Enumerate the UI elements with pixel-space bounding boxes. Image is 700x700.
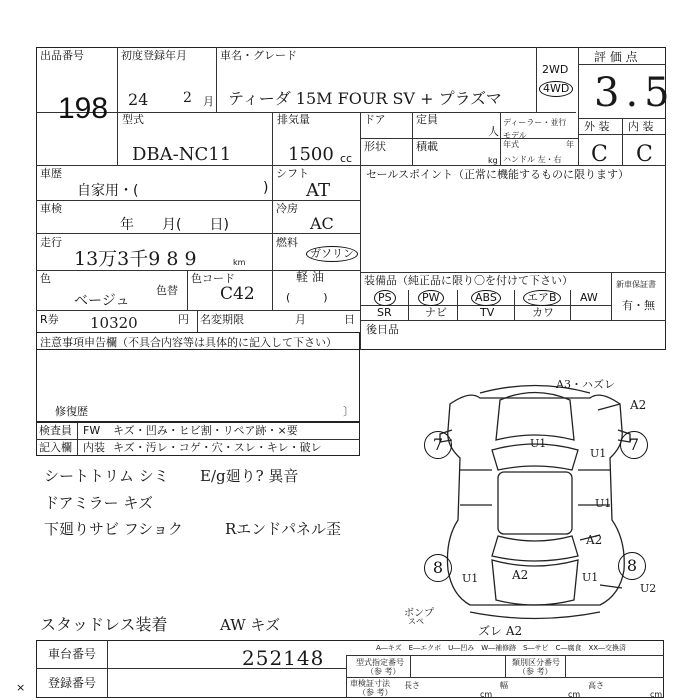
registration-number-label: 登録番号: [48, 676, 97, 690]
warranty-label: 新車保証書: [616, 280, 656, 289]
first-registration-month: 2: [183, 90, 192, 106]
model-value: DBA-NC11: [132, 144, 232, 165]
sales-point-label: セールスポイント（正常に機能するものに限ります）: [366, 168, 630, 181]
recycle-label: R券: [40, 313, 59, 326]
fuel-light-oil: 軽 油: [296, 270, 324, 284]
interior-grade: C: [636, 142, 653, 167]
designation-sub: （参 考）: [366, 667, 401, 676]
mark-u1-left: U1: [530, 437, 547, 450]
note-door-mirror: ドアミラー キズ: [44, 494, 154, 512]
inspection-label: 車検: [40, 202, 62, 215]
color-value: ベージュ: [74, 293, 130, 309]
mileage-label: 走行: [40, 236, 62, 249]
drive-4wd-circled: 4WD: [539, 81, 573, 97]
load-label: 積載: [416, 140, 438, 153]
note-engine-noise: E/g廻り? 異音: [200, 467, 299, 485]
mark-bumper: ボンプ: [404, 608, 434, 619]
shift-label: シフト: [276, 167, 309, 180]
height-label: 高さ: [588, 681, 604, 690]
equipment-label: 装備品（純正品に限り〇を付けて下さい）: [364, 274, 573, 287]
length-label: 長さ: [404, 681, 420, 690]
model-year-unit: 年: [566, 140, 574, 149]
capacity-label: 定員: [416, 113, 438, 126]
drive-2wd: 2WD: [542, 63, 569, 76]
note-rear-end-panel: Rエンドパネル歪: [225, 520, 341, 538]
fw-label: FW: [83, 424, 101, 437]
history-label: 車歴: [40, 167, 62, 180]
cert-dimensions-sub: （参 考）: [358, 688, 393, 697]
doors-label: ドア: [364, 113, 386, 126]
equipment-abs: ABS: [471, 290, 501, 306]
shape-label: 形状: [364, 140, 386, 153]
month-unit: 月: [203, 95, 214, 108]
warranty-value: 有・無: [622, 299, 655, 312]
equipment-tv: TV: [480, 306, 495, 319]
interior-label: 内 装: [628, 120, 654, 133]
category-number-label: 類別区分番号: [512, 658, 560, 667]
note-seat-trim: シートトリム シミ: [44, 467, 169, 485]
mark-u1-right: U1: [590, 447, 607, 460]
dealer-label: ディーラー・並行: [503, 118, 567, 127]
mark-u1-a: U1: [595, 497, 612, 510]
title-day: 日: [344, 313, 355, 326]
notes-label: 注意事項申告欄（不具合内容等は具体的に記入して下さい）: [40, 336, 337, 349]
fuel-gasoline-circled: ガソリン: [306, 246, 358, 262]
mark-a3: A3・ハズレ: [556, 378, 615, 391]
length-unit: cm: [480, 690, 493, 699]
mileage-value: 13万3千9 8 9: [74, 248, 197, 270]
recycle-value: 10320: [90, 314, 138, 332]
yen-unit: 円: [178, 313, 189, 326]
rear-seat-label: 後日品: [366, 323, 399, 336]
note-studless: スタッドレス装着: [40, 615, 168, 634]
capacity-unit: 人: [488, 125, 499, 138]
designation-number-label: 型式指定番号: [356, 658, 404, 667]
car-name-label: 車名・グレード: [220, 49, 297, 62]
equipment-leather: カワ: [532, 306, 554, 319]
ac-label: 冷房: [276, 202, 298, 215]
car-name-value: ティーダ 15M FOUR SV + プラズマ: [228, 89, 502, 108]
first-registration-year: 24: [128, 90, 149, 109]
corner-mark: ×: [16, 681, 26, 694]
ac-value: AC: [310, 214, 334, 233]
category-sub: （参 考）: [518, 667, 553, 676]
inspection-value: 年 月( 日): [120, 217, 229, 233]
rating-label: 評 価 点: [594, 50, 638, 64]
fw-items: キズ・凹み・ヒビ割・リペア跡・×要: [113, 424, 298, 437]
mileage-unit: km: [233, 258, 246, 267]
height-unit: cm: [650, 690, 663, 699]
load-unit: kg: [488, 156, 498, 165]
mark-zure: ズレ A2: [478, 624, 523, 638]
equipment-airbag: エアB: [523, 290, 561, 306]
inspector-label: 検査員: [39, 424, 72, 437]
mark-u2: U2: [640, 582, 657, 595]
equipment-sr: SR: [377, 306, 392, 319]
first-registration-label: 初度登録年月: [121, 49, 187, 62]
lot-number: 198: [58, 92, 109, 125]
damage-legend: A―キズ E―エクボ U―凹み W―補修跡 S―サビ C―腐食 XX―交換済: [376, 644, 627, 652]
model-year-label: モデル年式: [503, 131, 527, 149]
interior-check-items: キズ・汚レ・コゲ・穴・スレ・キレ・破レ: [113, 441, 322, 454]
title-deadline-label: 名変期限: [200, 313, 244, 326]
note-underbody-rust: 下廻りサビ フショク: [44, 520, 183, 538]
title-month: 月: [295, 313, 306, 326]
color-label: 色: [40, 272, 51, 285]
color-change-label: 色替: [156, 284, 178, 297]
exterior-grade: C: [591, 142, 608, 167]
repair-close: 〕: [343, 405, 354, 418]
mark-u1-lower: U1: [582, 571, 599, 584]
interior-check-label: 内装: [83, 441, 105, 454]
exterior-label: 外 装: [584, 120, 610, 133]
displacement-label: 排気量: [277, 113, 310, 126]
equipment-aw: AW: [580, 291, 598, 304]
note-aw-scratch: AW キズ: [220, 616, 281, 634]
equipment-pw: PW: [418, 290, 444, 306]
mark-bumper-sub: スペ: [408, 617, 424, 626]
color-code-label: 色コード: [191, 272, 235, 285]
shift-value: AT: [306, 180, 331, 201]
fuel-label: 燃料: [276, 236, 298, 249]
displacement-unit: cc: [340, 152, 353, 165]
mark-a2-mid: A2: [586, 533, 603, 547]
history-close: ): [263, 180, 269, 196]
tire-tread-front-right: 7: [620, 431, 648, 459]
displacement-value: 1500: [288, 144, 334, 165]
repair-label: 修復歴: [55, 405, 88, 418]
lot-number-label: 出品番号: [40, 49, 84, 62]
color-code-value: C42: [220, 284, 255, 304]
mark-u1-b: U1: [462, 572, 479, 585]
tire-tread-rear-left: 8: [424, 554, 452, 582]
cert-dimensions-label: 車検証寸法: [350, 679, 390, 688]
chassis-number-value: 252148: [242, 646, 325, 670]
chassis-number-label: 車台番号: [48, 647, 97, 661]
mark-a2-rear: A2: [512, 568, 529, 582]
equipment-ps: PS: [374, 290, 396, 306]
handle-label: ハンドル 左・右: [503, 155, 562, 164]
history-value: 自家用・(: [77, 183, 139, 199]
rating-value: 3.5: [594, 70, 676, 116]
tire-tread-front-left: 7: [424, 431, 452, 459]
width-unit: cm: [568, 690, 581, 699]
fuel-paren: ( ): [286, 291, 328, 304]
tire-tread-rear-right: 8: [618, 552, 646, 580]
model-label: 型式: [122, 113, 144, 126]
equipment-navi: ナビ: [425, 306, 447, 319]
width-label: 幅: [500, 681, 508, 690]
mark-a2-top: A2: [630, 398, 647, 412]
entry-label: 記入欄: [39, 441, 72, 454]
